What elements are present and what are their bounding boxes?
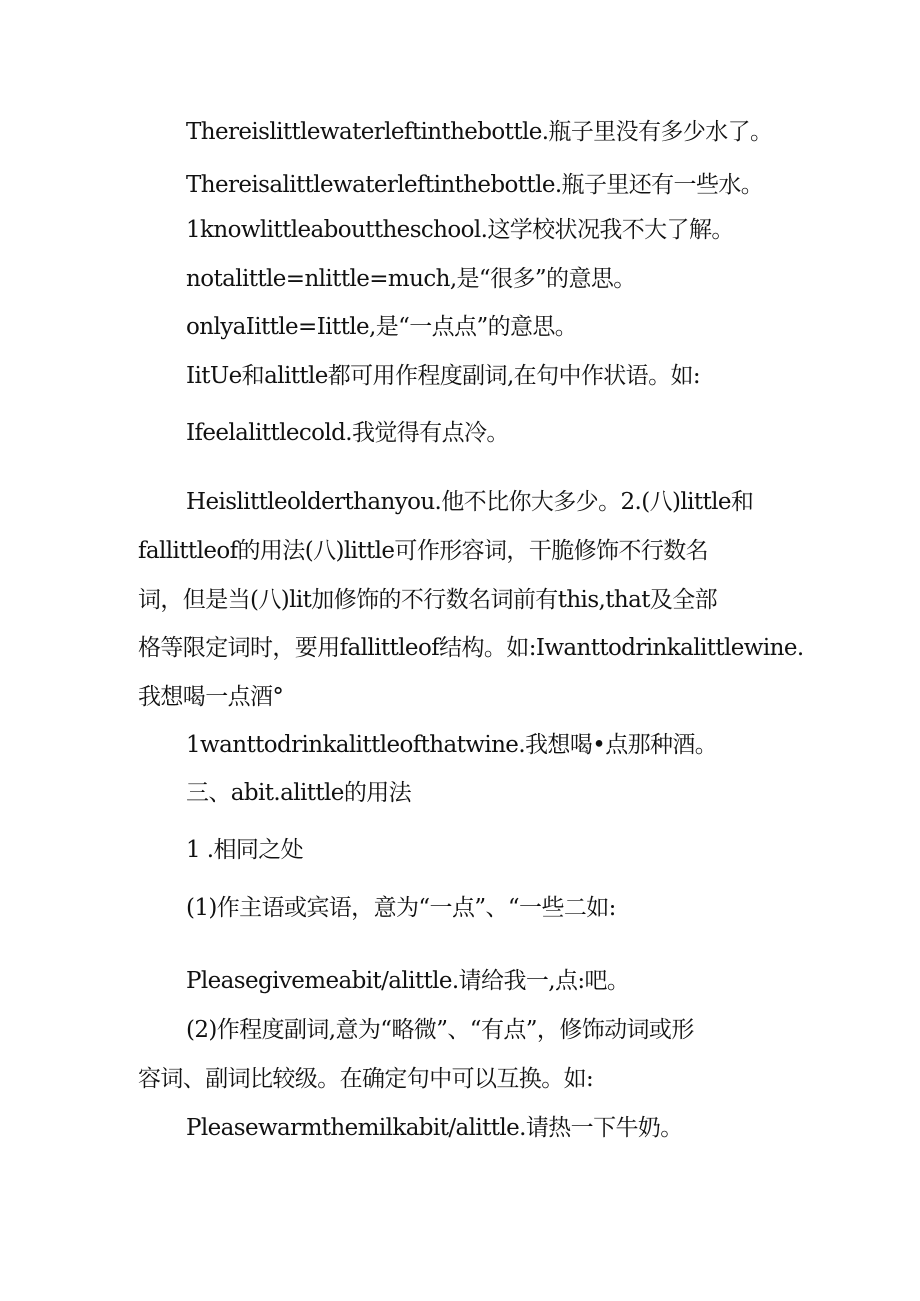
text-line: 我想喝一点酒° [138,684,284,710]
text-line: 词，但是当(八)lit加修饰的不行数名词前有this,that及全部 [138,587,718,613]
text-line: onlyaIittle=Iittle,是“一点点”的意思。 [186,314,578,340]
subsection-heading: 1 .相同之处 [186,837,304,863]
text-line: notalittle=nlittle=much,是“很多”的意思。 [186,266,636,292]
text-line: Pleasegivemeabit/alittle.请给我一,点:吧。 [186,968,630,994]
text-line: IitUe和alittle都可用作程度副词,在句中作状语。如: [186,363,701,389]
text-line: 1wanttodrinkalittleofthatwine.我想喝•点那种酒。 [186,732,718,758]
text-line: Thereislittlewaterleftinthebottle.瓶子里没有多少水了。 [186,119,773,145]
text-line: (1)作主语或宾语，意为“一点”、“一些二如: [186,895,616,921]
text-line: 1knowlittleabouttheschool.这学校状况我不大了解。 [186,217,734,243]
text-line: Pleasewarmthemilkabit/alittle.请热一下牛奶。 [186,1115,683,1141]
text-line: Heislittleolderthanyou.他不比你大多少。2.(八)little和 [186,489,754,515]
section-heading: 三、abit.alittle的用法 [186,780,412,806]
text-line: fallittleof的用法(八)little可作形容词，干脆修饰不行数名 [138,538,709,564]
text-line: 容词、副词比较级。在确定句中可以互换。如: [138,1066,594,1092]
text-line: Ifeelalittlecold.我觉得有点冷。 [186,420,509,446]
text-line: Thereisalittlewaterleftinthebottle.瓶子里还有一些水。 [186,172,764,198]
text-line: (2)作程度副词,意为“略微”、“有点”，修饰动词或形 [186,1017,694,1043]
text-line: 格等限定词时，要用fallittleof结构。如:Iwanttodrinkalittlewine. [138,635,804,661]
